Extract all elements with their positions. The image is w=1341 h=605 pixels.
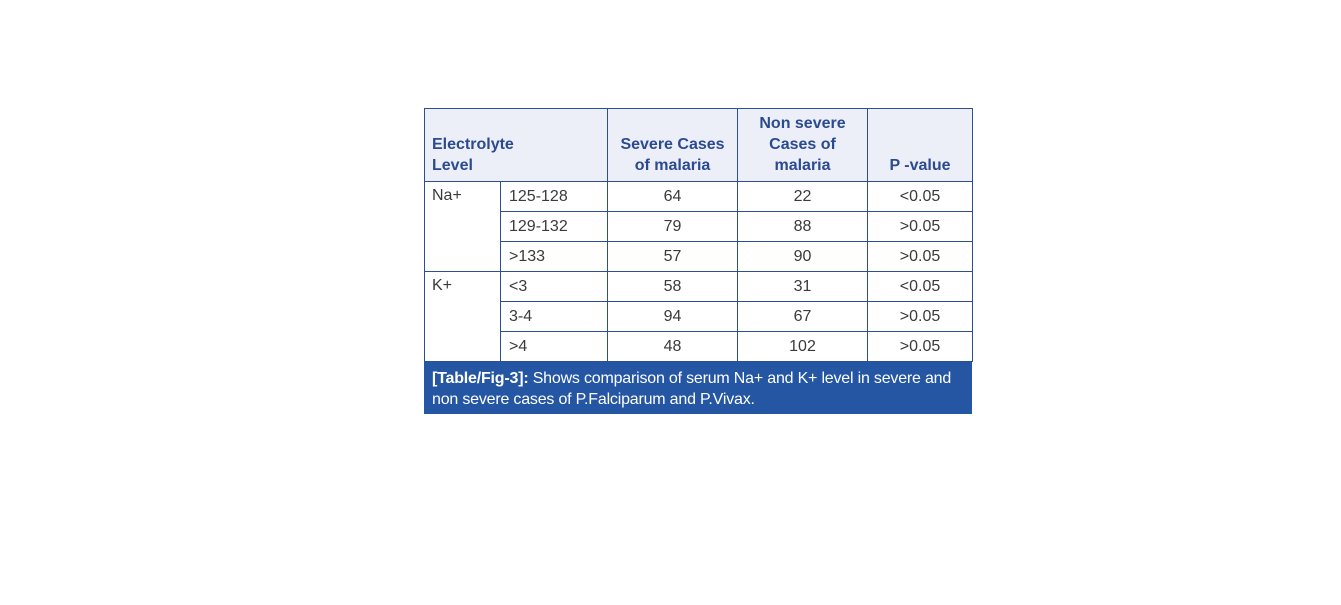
header-electrolyte-line1: Electrolyte xyxy=(432,136,514,153)
table-caption xyxy=(424,362,972,414)
caption-text: Shows comparison of serum Na+ and K+ level in severe and non severe cases of P.Falciparum and P.Vivax. xyxy=(432,370,952,408)
pvalue-cell: >0.05 xyxy=(868,242,973,272)
range-cell: >4 xyxy=(501,332,608,362)
table-row xyxy=(425,242,973,272)
range-cell: 129-132 xyxy=(501,212,608,242)
pvalue-cell: <0.05 xyxy=(868,272,973,302)
group-label-k: K+ xyxy=(425,272,501,362)
header-electrolyte-line2: Level xyxy=(432,157,473,174)
header-nonsevere-line3: malaria xyxy=(774,157,831,174)
table-row xyxy=(425,302,973,332)
nonsevere-cell: 90 xyxy=(738,242,868,272)
range-cell: 125-128 xyxy=(501,182,608,212)
severe-cell: 79 xyxy=(608,212,738,242)
nonsevere-cell: 102 xyxy=(738,332,868,362)
table-row xyxy=(425,182,973,212)
severe-cell: 58 xyxy=(608,272,738,302)
header-p-value xyxy=(868,109,973,182)
header-electrolyte-level xyxy=(425,109,608,182)
table-row xyxy=(425,332,973,362)
group-label-na: Na+ xyxy=(425,182,501,272)
pvalue-cell: >0.05 xyxy=(868,302,973,332)
severe-cell: 94 xyxy=(608,302,738,332)
table-header-row xyxy=(425,109,973,182)
header-severe-line2: of malaria xyxy=(634,157,711,174)
table-figure xyxy=(424,108,972,414)
nonsevere-cell: 22 xyxy=(738,182,868,212)
electrolyte-table xyxy=(424,108,973,362)
range-cell: >133 xyxy=(501,242,608,272)
header-severe-line1: Severe Cases xyxy=(620,136,725,153)
nonsevere-cell: 31 xyxy=(738,272,868,302)
header-severe-cases xyxy=(608,109,738,182)
nonsevere-cell: 67 xyxy=(738,302,868,332)
table-row xyxy=(425,212,973,242)
range-cell: 3-4 xyxy=(501,302,608,332)
pvalue-cell: >0.05 xyxy=(868,332,973,362)
nonsevere-cell: 88 xyxy=(738,212,868,242)
severe-cell: 57 xyxy=(608,242,738,272)
severe-cell: 64 xyxy=(608,182,738,212)
pvalue-cell: >0.05 xyxy=(868,212,973,242)
header-nonsevere-line2: Cases of xyxy=(769,136,836,153)
pvalue-cell: <0.05 xyxy=(868,182,973,212)
header-non-severe-cases xyxy=(738,109,868,182)
range-cell: <3 xyxy=(501,272,608,302)
caption-label: [Table/Fig-3]: xyxy=(432,370,529,387)
table-row xyxy=(425,272,973,302)
header-pvalue-text: P -value xyxy=(889,157,951,174)
header-nonsevere-line1: Non severe xyxy=(759,115,846,132)
severe-cell: 48 xyxy=(608,332,738,362)
